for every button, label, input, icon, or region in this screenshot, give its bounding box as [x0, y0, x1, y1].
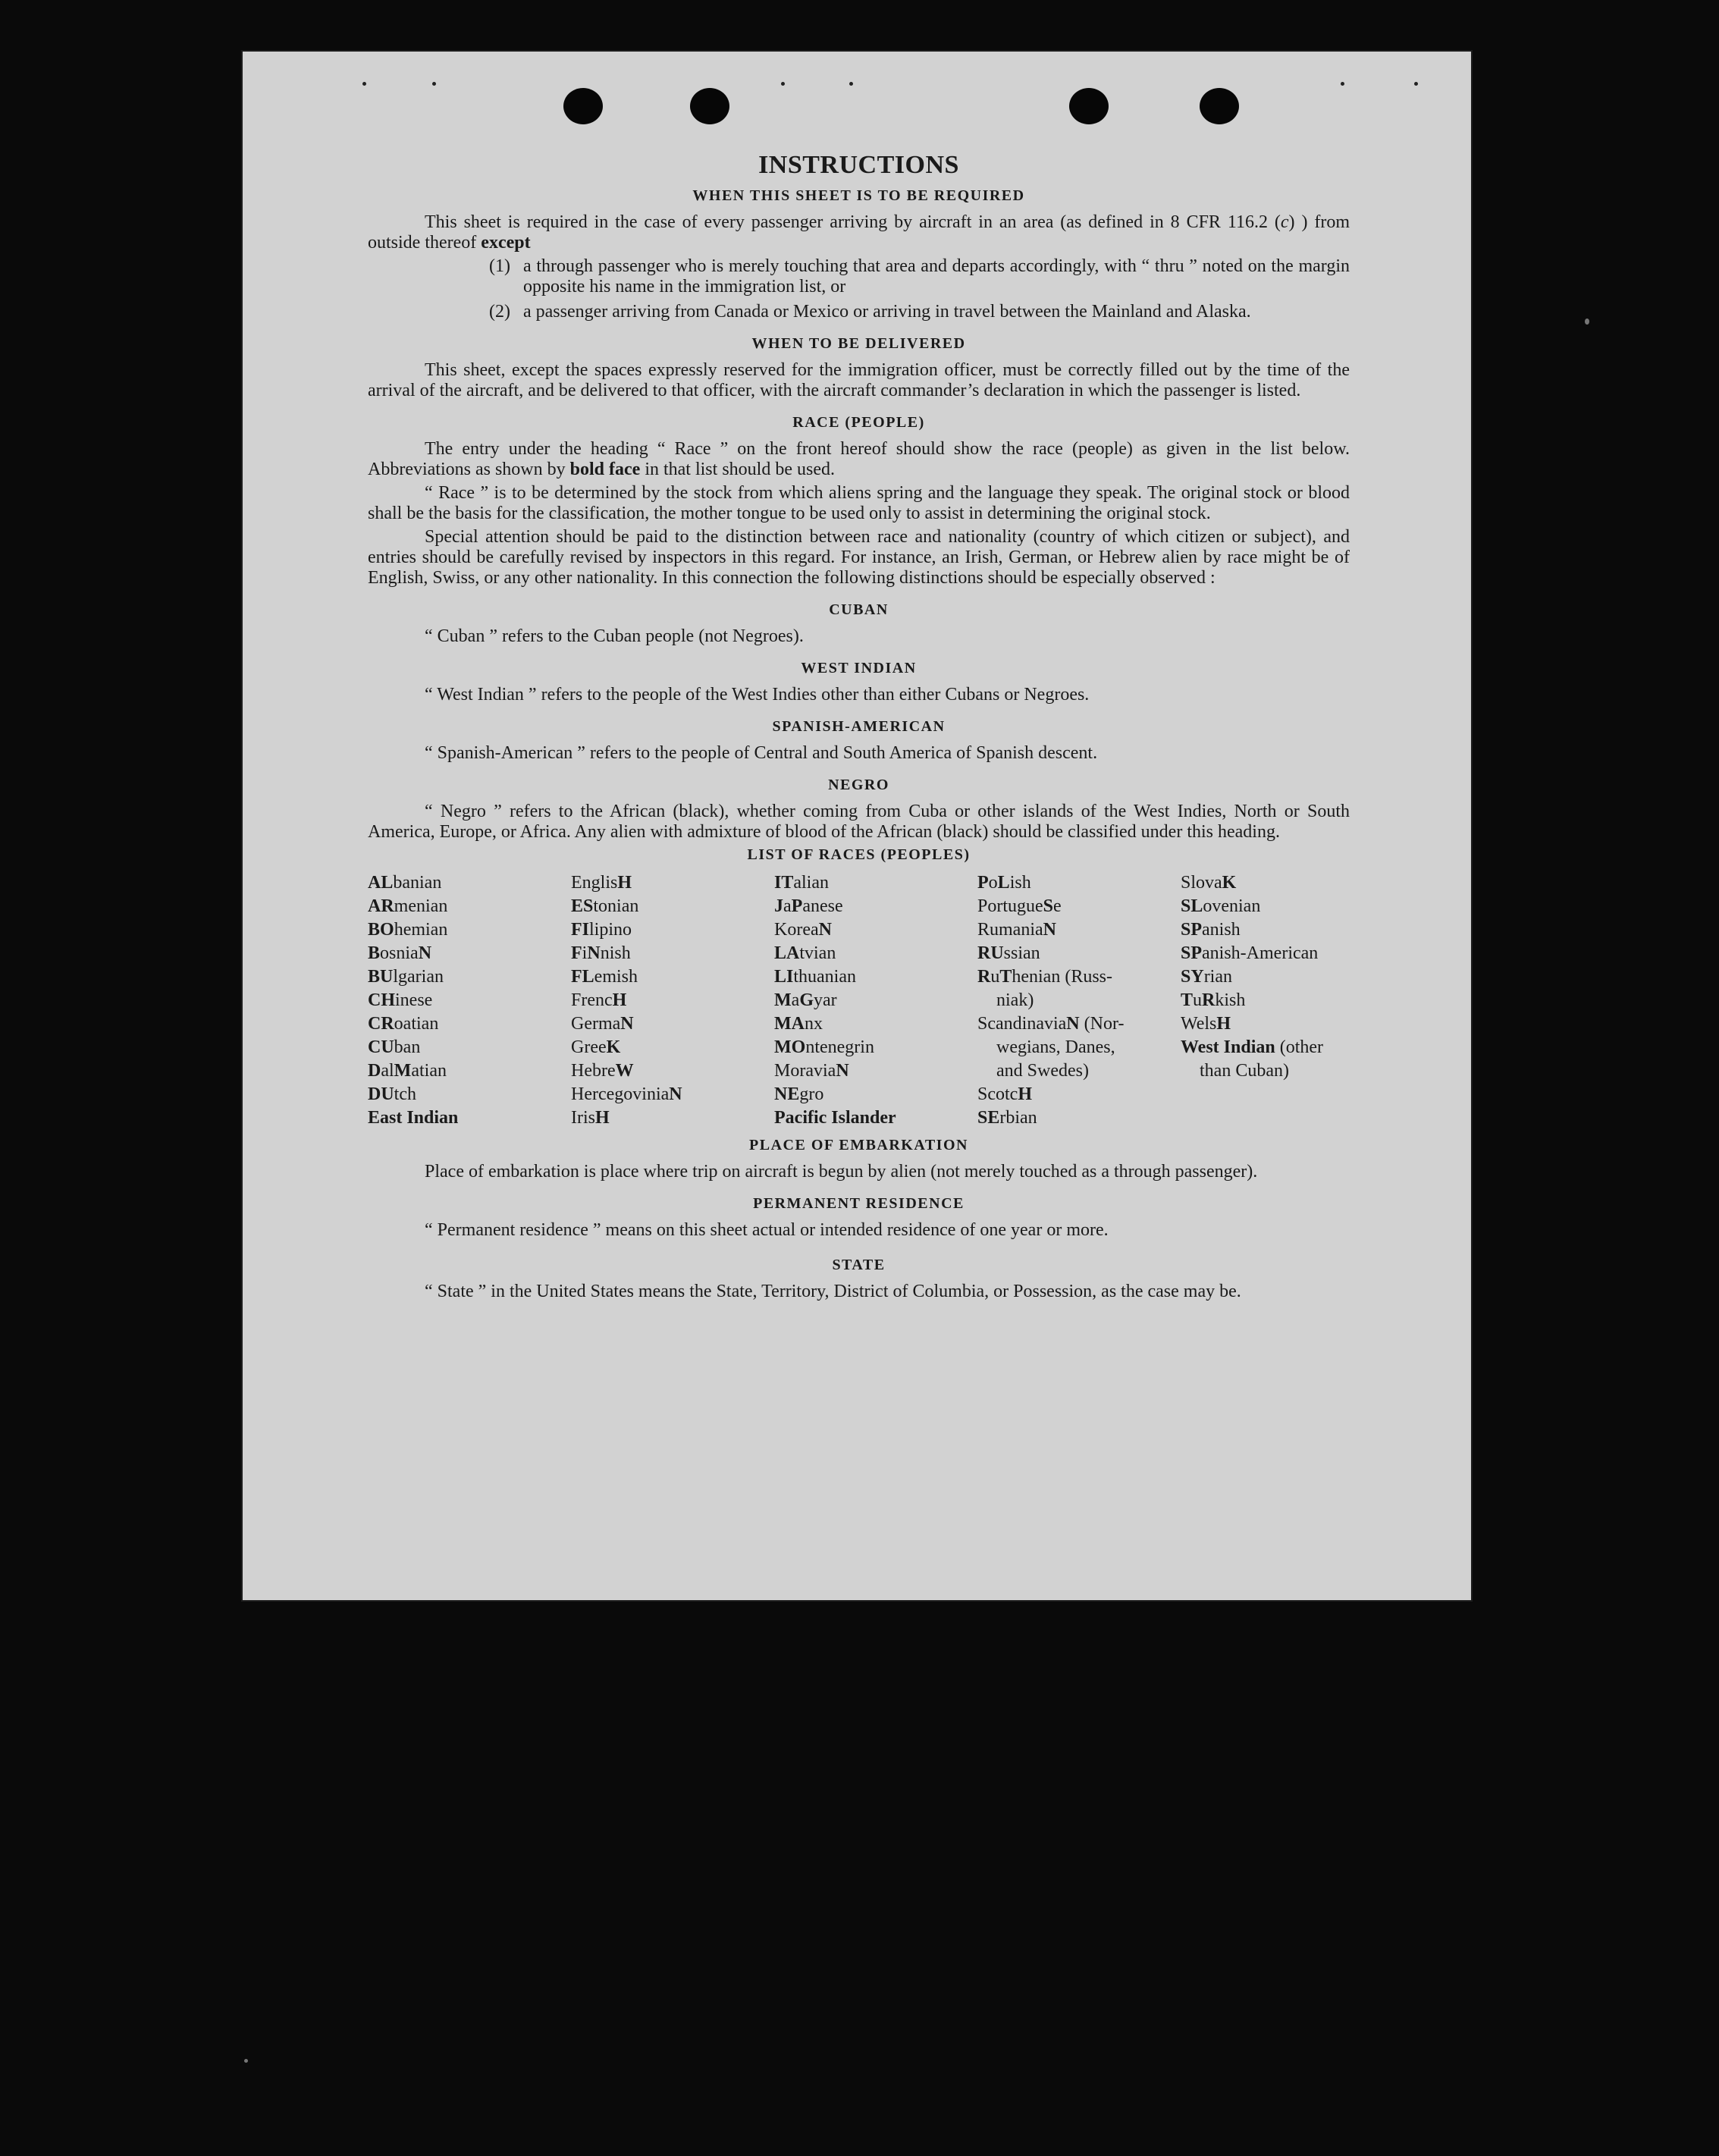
- punch-hole: [1200, 88, 1239, 124]
- race-entry: FLemish: [571, 967, 638, 987]
- race-entry: SLovenian: [1181, 896, 1261, 916]
- race-entry: ITalian: [774, 873, 829, 893]
- races-column-4: [977, 871, 1181, 1130]
- race-entry: PortugueSe: [977, 896, 1062, 916]
- race-entry: FIlipino: [571, 920, 632, 940]
- race-entry: and Swedes): [996, 1061, 1089, 1081]
- delivered-text: This sheet, except the spaces expressly reserved for the immigration officer, must be correctly filled out by the time of the arrival of the aircraft, and be delivered to that officer, with the aircraft commander’s declaration in which the passenger is listed.: [368, 360, 1350, 400]
- instructions-content: [368, 150, 1350, 1305]
- race-entry: ScotcH: [977, 1084, 1032, 1104]
- section-heading-required: WHEN THIS SHEET IS TO BE REQUIRED: [692, 187, 1025, 204]
- race-entry: RuThenian (Russ-: [977, 967, 1113, 987]
- section-heading-race: RACE (PEOPLE): [792, 414, 925, 431]
- race-entry: BosniaN: [368, 943, 432, 963]
- spanish-american-text: “ Spanish-American ” refers to the people of Central and South America of Spanish descent.: [425, 743, 1098, 763]
- speck: [432, 82, 436, 86]
- race-paragraph-1: The entry under the heading “ Race ” on the front hereof should show the race (people) as given in the list below. Abbreviations as shown by bold face in that list should be used.: [368, 439, 1350, 479]
- section-heading-spanish-american: SPANISH-AMERICAN: [772, 718, 946, 735]
- race-entry: CRoatian: [368, 1014, 439, 1034]
- section-heading-west-indian: WEST INDIAN: [801, 660, 917, 676]
- race-entry: than Cuban): [1200, 1061, 1289, 1081]
- race-entry: Pacific Islander: [774, 1108, 896, 1128]
- embarkation-text: Place of embarkation is place where trip on aircraft is begun by alien (not merely touched as a through passenger).: [425, 1162, 1258, 1182]
- page-title: INSTRUCTIONS: [758, 151, 959, 179]
- race-entry: ALbanian: [368, 873, 442, 893]
- document-page: [243, 52, 1471, 1600]
- required-item-1: (1) a through passenger who is merely touching that area and departs accordingly, with “ thru ” noted on the margin opposite his name in the immigration list, or: [489, 256, 1350, 297]
- residence-text: “ Permanent residence ” means on this sheet actual or intended residence of one year or more.: [425, 1220, 1109, 1240]
- race-entry: KoreaN: [774, 920, 832, 940]
- race-entry: FrencH: [571, 990, 627, 1010]
- punch-hole: [690, 88, 729, 124]
- race-entry: ScandinaviaN (Nor-: [977, 1014, 1125, 1034]
- speck: [1585, 319, 1589, 325]
- race-entry: SPanish-American: [1181, 943, 1319, 963]
- races-column-5: [1181, 871, 1384, 1130]
- negro-text: “ Negro ” refers to the African (black), whether coming from Cuba or other islands of the West Indies, North or South America, Europe, or Africa. Any alien with admixture of blood of the African (black) should be classified under this heading.: [368, 802, 1350, 842]
- speck: [244, 2059, 248, 2063]
- speck: [1341, 82, 1344, 86]
- speck: [1414, 82, 1418, 86]
- race-entry: DalMatian: [368, 1061, 447, 1081]
- race-entry: EStonian: [571, 896, 639, 916]
- race-entry: TuRkish: [1181, 990, 1246, 1010]
- race-entry: GreeK: [571, 1037, 621, 1057]
- speck: [849, 82, 853, 86]
- race-entry: ARmenian: [368, 896, 448, 916]
- race-entry: GermaN: [571, 1014, 634, 1034]
- race-entry: IrisH: [571, 1108, 610, 1128]
- race-entry: RumaniaN: [977, 920, 1056, 940]
- race-entry: PoLish: [977, 873, 1031, 893]
- west-indian-text: “ West Indian ” refers to the people of the West Indies other than either Cubans or Negroes.: [425, 685, 1090, 705]
- race-entry: SlovaK: [1181, 873, 1237, 893]
- race-entry: SPanish: [1181, 920, 1241, 940]
- section-heading-embarkation: PLACE OF EMBARKATION: [749, 1137, 968, 1153]
- race-entry: CHinese: [368, 990, 433, 1010]
- section-heading-delivered: WHEN TO BE DELIVERED: [751, 335, 966, 352]
- section-heading-cuban: CUBAN: [829, 601, 889, 618]
- race-entry: WelsH: [1181, 1014, 1231, 1034]
- race-paragraph-3: Special attention should be paid to the distinction between race and nationality (country of which citizen or subject), and entries should be carefully revised by inspectors in this regard. For instance, an Irish, German, or Hebrew alien by race might be of English, Swiss, or any other nationality. In this connection the following distinctions should be especially observed :: [368, 527, 1350, 588]
- race-entry: MoraviaN: [774, 1061, 849, 1081]
- race-paragraph-2: “ Race ” is to be determined by the stock from which aliens spring and the language they speak. The original stock or blood shall be the basis for the classification, the mother tongue to be used only to assist in determining the original stock.: [368, 483, 1350, 523]
- state-text: “ State ” in the United States means the State, Territory, District of Columbia, or Possession, as the case may be.: [425, 1282, 1241, 1301]
- race-entry: SErbian: [977, 1108, 1037, 1128]
- races-list: [368, 871, 1350, 1130]
- race-entry: West Indian (other: [1181, 1037, 1324, 1057]
- punch-hole: [563, 88, 603, 124]
- section-heading-negro: NEGRO: [828, 777, 889, 793]
- speck: [362, 82, 366, 86]
- race-entry: MAnx: [774, 1014, 823, 1034]
- race-entry: DUtch: [368, 1084, 416, 1104]
- race-entry: LAtvian: [774, 943, 836, 963]
- required-intro: This sheet is required in the case of every passenger arriving by aircraft in an area (as defined in 8 CFR 116.2 (c) ) from outside thereof except: [368, 212, 1350, 253]
- required-item-2: (2) a passenger arriving from Canada or Mexico or arriving in travel between the Mainland and Alaska.: [489, 302, 1251, 322]
- race-entry: MaGyar: [774, 990, 837, 1010]
- race-entry: SYrian: [1181, 967, 1232, 987]
- race-entry: HebreW: [571, 1061, 634, 1081]
- cuban-text: “ Cuban ” refers to the Cuban people (not Negroes).: [425, 626, 804, 646]
- race-entry: BUlgarian: [368, 967, 444, 987]
- race-entry: CUban: [368, 1037, 421, 1057]
- race-entry: FiNnish: [571, 943, 631, 963]
- race-entry: RUssian: [977, 943, 1040, 963]
- race-entry: MOntenegrin: [774, 1037, 874, 1057]
- section-heading-list-of-races: LIST OF RACES (PEOPLES): [747, 846, 971, 863]
- races-column-1: [368, 871, 571, 1130]
- race-entry: BOhemian: [368, 920, 448, 940]
- race-entry: LIthuanian: [774, 967, 856, 987]
- section-heading-state: STATE: [832, 1257, 886, 1273]
- race-entry: JaPanese: [774, 896, 843, 916]
- race-entry: wegians, Danes,: [996, 1037, 1115, 1057]
- race-entry: NEgro: [774, 1084, 824, 1104]
- punch-hole: [1069, 88, 1109, 124]
- race-entry: niak): [996, 990, 1034, 1010]
- speck: [781, 82, 785, 86]
- race-entry: EnglisH: [571, 873, 632, 893]
- section-heading-residence: PERMANENT RESIDENCE: [753, 1195, 965, 1212]
- race-entry: HercegoviniaN: [571, 1084, 682, 1104]
- races-column-3: [774, 871, 977, 1130]
- races-column-2: [571, 871, 774, 1130]
- race-entry: East Indian: [368, 1108, 459, 1128]
